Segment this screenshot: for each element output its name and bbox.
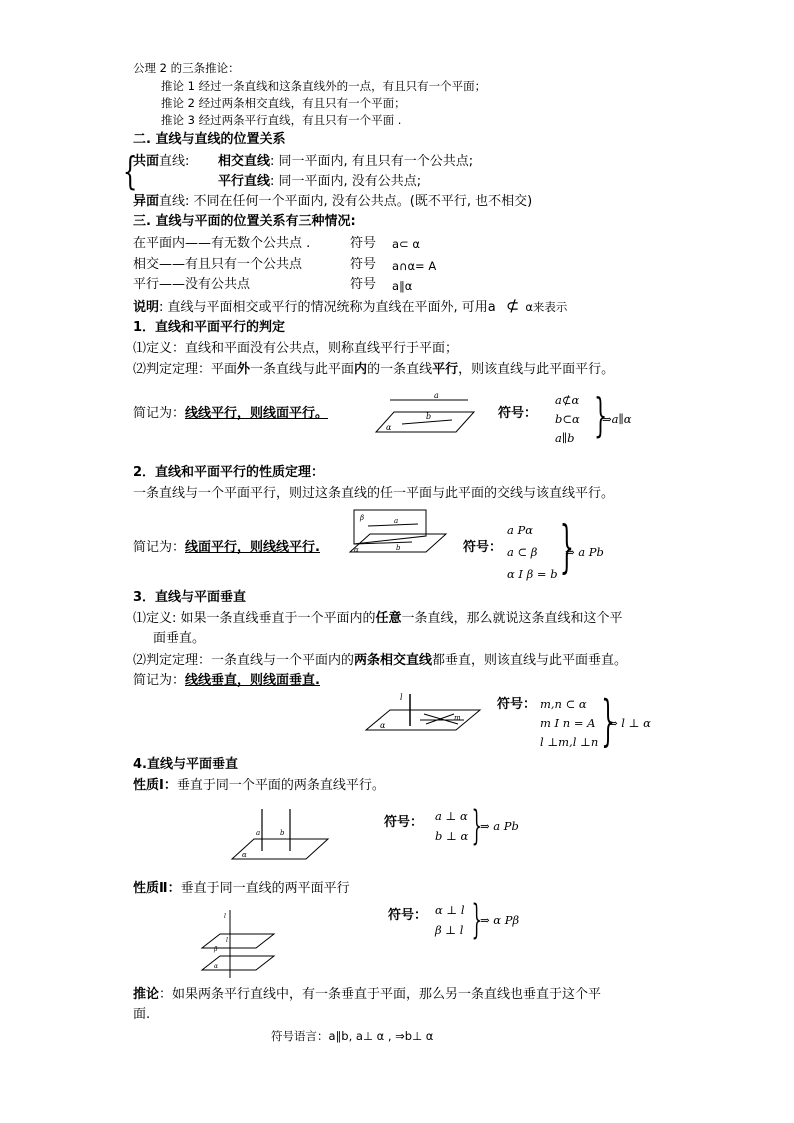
right-brace-icon: } (471, 803, 482, 849)
fig-label-beta: β (214, 946, 218, 953)
s4-corollary-cont: 面. (133, 1007, 151, 1022)
s2-formula-1: a Pα (507, 523, 534, 537)
relation-parallel-symbol-label: 符号 (350, 277, 377, 292)
section-3-heading: 三. 直线与平面的位置关系有三种情况: (133, 214, 356, 229)
s2-brief: 简记为：线面平行，则线线平行. (133, 540, 320, 555)
fig-label-alpha: α (380, 721, 386, 730)
s2-formula-2: a ⊂ β (507, 545, 538, 559)
s3-figure (360, 690, 486, 738)
s3-definition-cont: 面垂直。 (153, 631, 206, 646)
coplanar-line: 共面直线: (133, 154, 190, 169)
fig-label-m: m (454, 714, 461, 722)
s4-p1-formula-1: a ⊥ α (435, 809, 468, 823)
s3-theorem: ⑵判定定理：一条直线与一个平面内的两条相交直线都垂直，则该直线与此平面垂直。 (133, 653, 628, 668)
s4-corollary: 推论：如果两条平行直线中，有一条垂直于平面，那么另一条直线也垂直于这个平 (133, 987, 602, 1002)
s2-formula-3: α I β = b (507, 567, 558, 581)
fig-label-alpha: α (242, 851, 247, 859)
s4-figure-2 (198, 908, 278, 980)
s4-property-1: 性质Ⅰ：垂直于同一个平面的两条直线平行。 (133, 778, 385, 793)
s3-heading: 3．直线与平面垂直 (133, 590, 247, 605)
s3-formula-3: l ⊥m,l ⊥n (540, 735, 599, 749)
s1-symbol-label: 符号： (498, 406, 538, 421)
intersect-lines: 相交直线: 同一平面内, 有且只有一个公共点; (218, 154, 474, 169)
relation-in-plane-symbol-label: 符号 (350, 236, 377, 251)
s2-figure (340, 506, 450, 556)
s1-heading: 1．直线和平面平行的判定 (133, 320, 286, 335)
parallel-lines: 平行直线: 同一平面内, 没有公共点; (218, 174, 422, 189)
section-2-heading: 二. 直线与直线的位置关系 (133, 132, 286, 147)
relation-parallel-expr: a∥α (392, 279, 413, 293)
axiom2-title: 公理 2 的三条推论： (133, 61, 240, 75)
fig-label-a: a (256, 829, 261, 837)
s4-p2-formula-1: α ⊥ l (435, 903, 465, 917)
s4-p1-symbol-label: 符号： (384, 815, 424, 830)
s1-theorem: ⑵判定定理：平面外一条直线与此平面内的一条直线平行，则该直线与此平面平行。 (133, 362, 615, 377)
s3-definition: ⑴定义: 如果一条直线垂直于一个平面内的任意一条直线，那么就说这条直线和这个平 (133, 611, 623, 626)
s1-formula-3: a∥b (555, 431, 575, 445)
note-line: 说明: 直线与平面相交或平行的情况统称为直线在平面外, 可用a ⊄ α来表示 (133, 296, 568, 315)
fig-label-alpha: α (386, 423, 392, 432)
fig-label-a: a (434, 391, 439, 400)
relation-intersect-symbol-label: 符号 (350, 257, 377, 272)
fig-label-b: b (426, 412, 432, 421)
s1-result: ⇒a∥α (602, 412, 632, 426)
s3-result: ⇒ l ⊥ α (608, 716, 651, 730)
corollary-3: 推论 3 经过两条平行直线，有且只有一个平面 . (161, 113, 402, 127)
corollary-2: 推论 2 经过两条相交直线，有且只有一个平面； (161, 96, 406, 110)
relation-in-plane-expr: a⊂ α (392, 237, 420, 251)
s1-formula-2: b⊂α (555, 412, 580, 426)
right-brace-icon: } (471, 897, 482, 943)
s4-p2-result: ⇒ α Pβ (480, 913, 520, 927)
s4-p1-formula-2: b ⊥ α (435, 829, 469, 843)
s1-definition: ⑴定义：直线和平面没有公共点，则称直线平行于平面； (133, 341, 459, 356)
s1-figure (372, 388, 482, 440)
right-brace-icon: } (601, 689, 616, 752)
s2-symbol-label: 符号： (463, 540, 503, 555)
s1-formula-1: a⊄α (555, 393, 580, 407)
corollary-1: 推论 1 经过一条直线和这条直线外的一点，有且只有一个平面； (161, 79, 487, 93)
brace-icon: { (122, 149, 138, 193)
s4-p2-formula-2: β ⊥ l (435, 923, 464, 937)
relation-parallel: 平行——没有公共点 (133, 277, 251, 292)
fig-label-a: a (394, 517, 399, 525)
s1-brief: 简记为：线线平行，则线面平行。 (133, 406, 329, 421)
s4-p2-symbol-label: 符号： (388, 908, 428, 923)
fig-label-l: l (224, 913, 226, 920)
s4-symbol-language: 符号语言：a∥b, a⊥ α , ⇒b⊥ α (271, 1029, 434, 1043)
relation-intersect-expr: a∩α= A (392, 259, 437, 273)
s2-text: 一条直线与一个平面平行，则过这条直线的任一平面与此平面的交线与该直线平行。 (133, 486, 615, 501)
fig-label-alpha: α (354, 546, 359, 554)
relation-in-plane: 在平面内——有无数个公共点 . (133, 236, 311, 251)
relation-intersect: 相交——有且只有一个公共点 (133, 257, 303, 272)
skew-lines: 异面直线: 不同在任何一个平面内, 没有公共点。(既不平行, 也不相交) (133, 194, 533, 209)
fig-label-beta: β (360, 514, 365, 522)
s3-brief: 简记为：线线垂直，则线面垂直. (133, 673, 320, 688)
s4-heading: 4.直线与平面垂直 (133, 757, 238, 772)
s2-heading: 2．直线和平面平行的性质定理： (133, 465, 325, 480)
fig-label-b: b (396, 544, 401, 552)
s4-p1-result: ⇒ a Pb (480, 819, 519, 833)
s3-formula-2: m I n = A (540, 716, 596, 730)
right-brace-icon: } (594, 388, 608, 442)
s4-figure-1 (228, 805, 338, 867)
s2-result: ⇒ a Pb (565, 545, 604, 559)
fig-label-b: b (280, 829, 285, 837)
right-brace-icon: } (559, 515, 574, 580)
s3-symbol-label: 符号： (497, 697, 537, 712)
s3-formula-1: m,n ⊂ α (540, 697, 587, 711)
fig-label-l: l (400, 693, 403, 702)
fig-label-alpha: α (214, 963, 219, 970)
s4-property-2: 性质Ⅱ：垂直于同一直线的两平面平行 (133, 881, 350, 896)
fig-label-l2: l (226, 937, 228, 944)
